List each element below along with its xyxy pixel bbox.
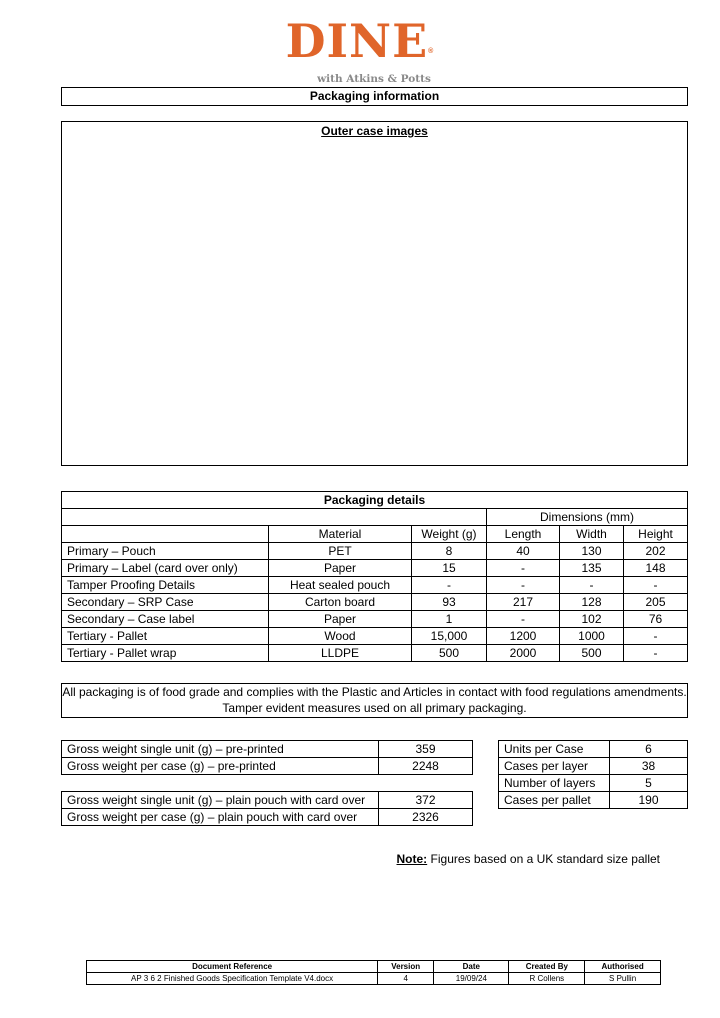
registered-mark: ®	[428, 48, 435, 55]
row-value: 2326	[379, 809, 473, 826]
row-value: Paper	[269, 611, 412, 628]
row-value: 500	[412, 645, 487, 662]
row-value: 372	[379, 792, 473, 809]
row-label: Primary – Label (card over only)	[62, 560, 269, 577]
row-value: -	[487, 611, 560, 628]
dimensions-header: Dimensions (mm)	[487, 509, 688, 526]
row-value: 8	[412, 543, 487, 560]
row-label: Gross weight single unit (g) – pre-printed	[62, 741, 379, 758]
footer-value-version: 4	[378, 973, 434, 985]
gross-weight-plain-table	[61, 791, 473, 826]
row-value: 2248	[379, 758, 473, 775]
row-value: 15,000	[412, 628, 487, 645]
row-value: 1	[412, 611, 487, 628]
row-value: 128	[560, 594, 624, 611]
packaging-details-rows	[62, 543, 688, 662]
footer-header-reference: Document Reference	[87, 961, 378, 973]
footer-value-reference: AP 3 6 2 Finished Goods Specification Template V4.docx	[87, 973, 378, 985]
case-info-row	[499, 758, 688, 775]
row-value: 15	[412, 560, 487, 577]
footer-header-date: Date	[434, 961, 509, 973]
row-value: 93	[412, 594, 487, 611]
row-value: 102	[560, 611, 624, 628]
gross-weight-preprinted-table	[61, 740, 473, 775]
footer-header-version: Version	[378, 961, 434, 973]
case-info-row	[499, 792, 688, 809]
row-label: Cases per layer	[499, 758, 610, 775]
footer-header-created-by: Created By	[509, 961, 585, 973]
packaging-detail-row	[62, 560, 688, 577]
row-value: 38	[610, 758, 688, 775]
row-value: Paper	[269, 560, 412, 577]
column-header-row	[62, 526, 688, 543]
column-header-length: Length	[487, 526, 560, 543]
packaging-detail-row	[62, 577, 688, 594]
gross-weight-row	[62, 741, 473, 758]
row-label: Gross weight per case (g) – plain pouch with card over	[62, 809, 379, 826]
dimensions-spacer	[62, 509, 487, 526]
packaging-detail-row	[62, 611, 688, 628]
row-label: Number of layers	[499, 775, 610, 792]
logo-wordmark: DINE	[285, 14, 429, 68]
row-value: 2000	[487, 645, 560, 662]
footer-header-authorised: Authorised	[585, 961, 661, 973]
row-label: Cases per pallet	[499, 792, 610, 809]
row-value: 205	[624, 594, 688, 611]
compliance-note: All packaging is of food grade and complies with the Plastic and Articles in contact with food regulations amendments. Tamper evident measures used on all primary packaging.	[61, 683, 688, 718]
column-header-width: Width	[560, 526, 624, 543]
document-footer-table	[86, 960, 661, 985]
row-value: 130	[560, 543, 624, 560]
row-value: 5	[610, 775, 688, 792]
packaging-detail-row	[62, 543, 688, 560]
row-value: 40	[487, 543, 560, 560]
packaging-detail-row	[62, 594, 688, 611]
outer-case-images-title: Outer case images	[321, 124, 428, 138]
footer-value-date: 19/09/24	[434, 973, 509, 985]
gross-weight-row	[62, 792, 473, 809]
row-value: 135	[560, 560, 624, 577]
row-value: 500	[560, 645, 624, 662]
column-header-height: Height	[624, 526, 688, 543]
packaging-information-title: Packaging information	[61, 87, 688, 106]
packaging-details-table	[61, 491, 688, 662]
row-label: Gross weight per case (g) – pre-printed	[62, 758, 379, 775]
gross-weight-row	[62, 809, 473, 826]
row-value: -	[487, 577, 560, 594]
packaging-detail-row	[62, 645, 688, 662]
row-value: 148	[624, 560, 688, 577]
row-label: Tertiary - Pallet	[62, 628, 269, 645]
footer-value-authorised: S Pullin	[585, 973, 661, 985]
row-value: Heat sealed pouch	[269, 577, 412, 594]
row-value: PET	[269, 543, 412, 560]
row-value: -	[624, 628, 688, 645]
row-value: -	[412, 577, 487, 594]
outer-case-images-box	[61, 121, 688, 466]
row-value: 359	[379, 741, 473, 758]
case-info-row	[499, 775, 688, 792]
figures-note-label: Note:	[396, 852, 428, 866]
row-value: Carton board	[269, 594, 412, 611]
footer-value-created-by: R Collens	[509, 973, 585, 985]
row-label: Tamper Proofing Details	[62, 577, 269, 594]
row-value: 76	[624, 611, 688, 628]
row-label: Primary – Pouch	[62, 543, 269, 560]
row-label: Tertiary - Pallet wrap	[62, 645, 269, 662]
row-value: -	[487, 560, 560, 577]
case-info-row	[499, 741, 688, 758]
row-value: 6	[610, 741, 688, 758]
packaging-details-title: Packaging details	[62, 492, 688, 509]
row-value: -	[560, 577, 624, 594]
row-value: -	[624, 577, 688, 594]
company-logo	[0, 14, 720, 85]
gross-weight-row	[62, 758, 473, 775]
row-value: 190	[610, 792, 688, 809]
row-label: Gross weight single unit (g) – plain pouch with card over	[62, 792, 379, 809]
row-value: -	[624, 645, 688, 662]
logo-tagline: with Atkins & Potts	[317, 73, 431, 85]
row-value: 217	[487, 594, 560, 611]
packaging-detail-row	[62, 628, 688, 645]
column-header	[62, 526, 269, 543]
row-label: Secondary – Case label	[62, 611, 269, 628]
row-value: Wood	[269, 628, 412, 645]
row-label: Units per Case	[499, 741, 610, 758]
case-pallet-table	[498, 740, 688, 809]
row-value: 1000	[560, 628, 624, 645]
column-header-material: Material	[269, 526, 412, 543]
row-label: Secondary – SRP Case	[62, 594, 269, 611]
figures-note	[300, 852, 660, 866]
column-header-weight: Weight (g)	[412, 526, 487, 543]
row-value: LLDPE	[269, 645, 412, 662]
row-value: 202	[624, 543, 688, 560]
row-value: 1200	[487, 628, 560, 645]
figures-note-text: Figures based on a UK standard size pallet	[427, 852, 660, 866]
